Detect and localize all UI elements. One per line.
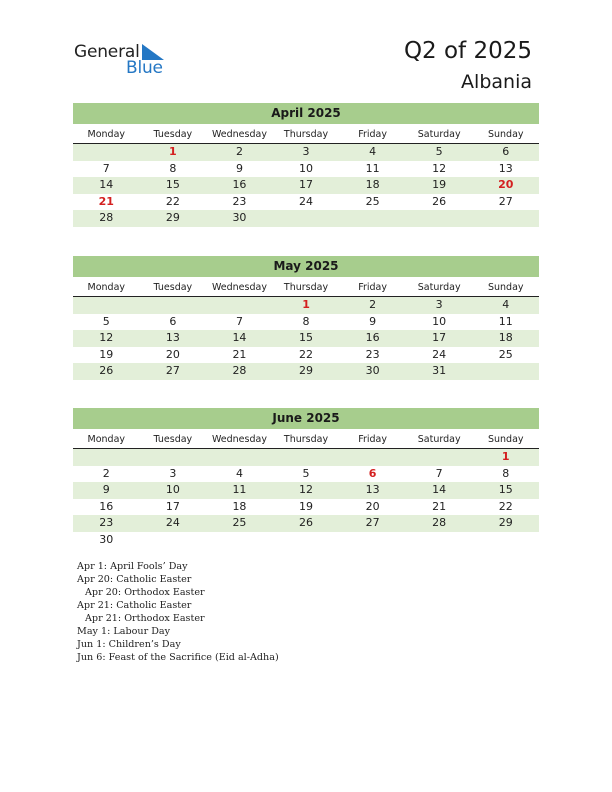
weekday-label: Wednesday [211, 434, 267, 445]
day-cell: 26 [299, 516, 314, 530]
day-cell [273, 449, 340, 466]
day-cell [273, 210, 340, 227]
weekday-label: Tuesday [153, 282, 193, 293]
day-cell: 3 [302, 145, 310, 158]
day-cell: 12 [432, 161, 447, 175]
day-cell: 16 [365, 331, 380, 345]
day-cell: 19 [299, 499, 314, 513]
week-row [73, 449, 539, 466]
brand-name-blue: Blue [126, 58, 163, 78]
weekday-header-row [73, 431, 539, 449]
week-row [73, 330, 539, 347]
weekday-label: Thursday [283, 282, 329, 293]
day-cell: 22 [165, 194, 180, 208]
day-cell [472, 210, 539, 227]
day-cell [339, 532, 406, 549]
weekday-label: Friday [358, 129, 387, 140]
day-cell: 15 [299, 331, 314, 345]
day-cell: 18 [232, 499, 247, 513]
day-cell [339, 449, 406, 466]
day-cell: 5 [302, 466, 310, 480]
holiday-note: Apr 21: Catholic Easter [77, 600, 192, 611]
day-cell: 13 [365, 483, 380, 497]
day-cell [472, 363, 539, 380]
day-cell: 14 [432, 483, 447, 497]
weekday-label: Sunday [487, 434, 524, 445]
day-cell: 14 [232, 331, 247, 345]
day-cell: 22 [498, 499, 513, 513]
brand-name-general: General [74, 42, 140, 62]
day-cell [73, 297, 140, 314]
day-cell: 3 [435, 298, 443, 311]
month-title: May 2025 [73, 256, 539, 277]
holiday-day-cell: 1 [169, 145, 177, 158]
day-cell: 10 [165, 483, 180, 497]
holiday-note: May 1: Labour Day [77, 626, 171, 637]
day-cell: 9 [369, 314, 377, 328]
day-cell [140, 297, 207, 314]
day-cell: 17 [165, 499, 180, 513]
day-cell [73, 449, 140, 466]
day-cell: 12 [99, 331, 114, 345]
holiday-note: Apr 20: Orthodox Easter [85, 587, 205, 598]
day-cell: 9 [235, 161, 243, 175]
day-cell: 22 [299, 347, 314, 361]
day-cell: 7 [235, 314, 243, 328]
day-cell: 20 [365, 499, 380, 513]
day-cell: 30 [365, 364, 380, 378]
day-cell: 18 [365, 178, 380, 192]
day-cell: 24 [299, 194, 314, 208]
weekday-label: Friday [358, 434, 387, 445]
day-cell [206, 532, 273, 549]
day-cell [406, 449, 473, 466]
weekday-label: Wednesday [211, 282, 267, 293]
day-cell: 8 [302, 314, 310, 328]
day-cell: 17 [299, 178, 314, 192]
day-cell: 29 [299, 364, 314, 378]
week-row [73, 347, 539, 364]
day-cell [339, 210, 406, 227]
day-cell [273, 532, 340, 549]
week-row [73, 466, 539, 483]
day-cell: 12 [299, 483, 314, 497]
day-cell: 28 [99, 211, 114, 225]
day-cell: 30 [99, 532, 114, 546]
day-cell: 2 [369, 298, 377, 311]
day-cell: 19 [432, 178, 447, 192]
week-row [73, 515, 539, 532]
day-cell: 7 [435, 466, 443, 480]
country-name: Albania [461, 71, 532, 93]
weekday-label: Monday [87, 129, 126, 140]
day-cell: 28 [432, 516, 447, 530]
day-cell: 29 [498, 516, 513, 530]
day-cell: 9 [102, 483, 110, 497]
weekday-header-row [73, 126, 539, 144]
day-cell: 5 [102, 314, 110, 328]
day-cell: 6 [169, 314, 177, 328]
day-cell: 16 [99, 499, 114, 513]
holiday-note: Jun 6: Feast of the Sacrifice (Eid al-Adha) [77, 652, 279, 663]
weekday-header-row [73, 279, 539, 297]
week-row [73, 482, 539, 499]
day-cell: 11 [498, 314, 513, 328]
day-cell: 11 [232, 483, 247, 497]
day-cell: 23 [99, 516, 114, 530]
holiday-day-cell: 20 [498, 178, 514, 192]
week-row [73, 363, 539, 380]
day-cell: 2 [235, 145, 243, 158]
weekday-label: Sunday [487, 129, 524, 140]
day-cell: 10 [432, 314, 447, 328]
holiday-day-cell: 6 [368, 466, 377, 480]
day-cell: 16 [232, 178, 247, 192]
day-cell: 15 [498, 483, 513, 497]
holiday-day-cell: 21 [98, 194, 114, 208]
week-row [73, 161, 539, 178]
day-cell: 26 [99, 364, 114, 378]
day-cell [73, 144, 140, 161]
day-cell [206, 297, 273, 314]
day-cell: 8 [169, 161, 177, 175]
day-cell: 31 [432, 364, 447, 378]
day-cell: 27 [498, 194, 513, 208]
week-row [73, 532, 539, 549]
day-cell: 6 [502, 145, 510, 158]
weekday-label: Saturday [417, 129, 461, 140]
month-block [73, 256, 539, 380]
weekday-label: Sunday [487, 282, 524, 293]
month-title: April 2025 [73, 103, 539, 124]
day-cell: 25 [365, 194, 380, 208]
day-cell: 5 [435, 145, 443, 158]
weekday-label: Saturday [417, 282, 461, 293]
day-cell: 29 [165, 211, 180, 225]
day-cell: 15 [165, 178, 180, 192]
day-cell: 8 [502, 466, 510, 480]
weekday-label: Thursday [283, 129, 329, 140]
day-cell: 13 [498, 161, 513, 175]
holiday-note: Jun 1: Children’s Day [77, 639, 181, 650]
day-cell: 20 [165, 347, 180, 361]
day-cell: 27 [165, 364, 180, 378]
day-cell: 19 [99, 347, 114, 361]
day-cell: 23 [232, 194, 247, 208]
month-title: June 2025 [73, 408, 539, 429]
day-cell: 26 [432, 194, 447, 208]
weekday-label: Friday [358, 282, 387, 293]
day-cell: 4 [235, 466, 243, 480]
month-block [73, 103, 539, 227]
week-row [73, 194, 539, 211]
day-cell: 18 [498, 331, 513, 345]
day-cell: 27 [365, 516, 380, 530]
week-row [73, 297, 539, 314]
day-cell [406, 210, 473, 227]
week-row [73, 314, 539, 331]
day-cell: 13 [165, 331, 180, 345]
day-cell: 30 [232, 211, 247, 225]
holiday-notes [77, 560, 279, 664]
holiday-note: Apr 20: Catholic Easter [77, 574, 192, 585]
holiday-day-cell: 1 [501, 450, 510, 463]
day-cell: 17 [432, 331, 447, 345]
day-cell: 23 [365, 347, 380, 361]
day-cell [406, 532, 473, 549]
day-cell: 3 [169, 466, 177, 480]
day-cell: 21 [232, 347, 247, 361]
month-block [73, 408, 539, 549]
weekday-label: Tuesday [153, 129, 193, 140]
day-cell: 2 [102, 466, 110, 480]
holiday-note: Apr 1: April Fools’ Day [77, 561, 188, 572]
day-cell: 4 [502, 298, 510, 311]
day-cell: 4 [369, 145, 377, 158]
day-cell: 21 [432, 499, 447, 513]
holiday-day-cell: 1 [302, 298, 310, 311]
brand-logo [74, 42, 174, 78]
day-cell: 25 [498, 347, 513, 361]
day-cell [472, 532, 539, 549]
day-cell: 10 [299, 161, 314, 175]
day-cell: 25 [232, 516, 247, 530]
weekday-label: Saturday [417, 434, 461, 445]
day-cell: 11 [365, 161, 380, 175]
week-row [73, 144, 539, 161]
weekday-label: Monday [87, 282, 126, 293]
week-row [73, 210, 539, 227]
holiday-note: Apr 21: Orthodox Easter [85, 613, 205, 624]
page-title: Q2 of 2025 [403, 38, 532, 64]
weekday-label: Tuesday [153, 434, 193, 445]
day-cell: 24 [432, 347, 447, 361]
week-row [73, 177, 539, 194]
day-cell [206, 449, 273, 466]
day-cell: 7 [102, 161, 110, 175]
week-row [73, 499, 539, 516]
day-cell: 14 [99, 178, 114, 192]
weekday-label: Thursday [283, 434, 329, 445]
day-cell: 28 [232, 364, 247, 378]
day-cell [140, 449, 207, 466]
weekday-label: Wednesday [211, 129, 267, 140]
day-cell [140, 532, 207, 549]
weekday-label: Monday [87, 434, 126, 445]
day-cell: 24 [165, 516, 180, 530]
